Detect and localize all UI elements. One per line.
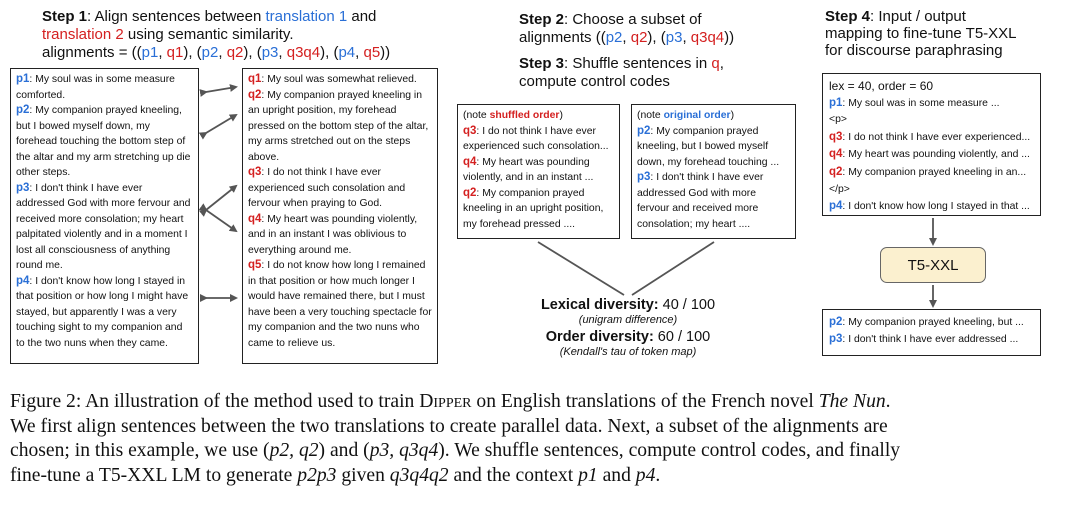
align-arrow-p2-q2 — [206, 115, 236, 133]
caption-l4b: given — [336, 464, 390, 486]
alignment-q5: q5 — [363, 44, 381, 61]
t5-xxl-model: T5-XXL — [880, 247, 986, 283]
translation1-label-p1: p1 — [16, 73, 30, 85]
original-note-b: original order — [663, 110, 731, 121]
input-text-q4: : My heart was pounding violently, and ... — [842, 149, 1030, 161]
input-text-q3: : I do not think I have ever experienced... — [842, 131, 1031, 143]
step4-text-a: : Input / output — [870, 8, 966, 25]
step1-label: Step 1 — [42, 8, 88, 25]
caption-line-4 — [10, 465, 660, 486]
translation1-text-p3: : I don't think I have ever addressed God with more fervour and received more consolation; my heart palpitated violently and in a moment I lost all consciousness of anything round me. — [16, 182, 191, 271]
caption-l3c: ). We shuffle sentences, compute control codes, and finally — [438, 440, 901, 461]
shuffled-text-q3: : I do not think I have ever experienced such consolation... — [463, 125, 609, 152]
translation2-label-q5: q5 — [248, 259, 262, 271]
shuffled-note-c: ) — [559, 110, 563, 121]
caption-l1b: on English translations of the French novel — [471, 391, 819, 412]
step2-sep1: , — [622, 29, 631, 46]
input-text-q2: : My companion prayed kneeling in an... — [842, 166, 1027, 178]
input-label-p1: p1 — [829, 96, 843, 109]
translation2-label-q1: q1 — [248, 73, 262, 85]
caption-l1c: . — [885, 391, 891, 412]
alignment-sep: , — [218, 44, 227, 61]
step2-sep2: , — [682, 29, 691, 46]
translation1-label-p3: p3 — [16, 181, 30, 194]
output-label-p2: p2 — [829, 316, 843, 328]
input-control-codes: lex = 40, order = 60 — [829, 79, 934, 93]
input-label-p4: p4 — [829, 200, 843, 213]
alignment-sep: , — [278, 44, 287, 61]
original-to-metrics-line — [632, 242, 714, 295]
step3-label: Step 3 — [519, 55, 565, 72]
caption-m-p3q3q4: p3, q3q4 — [369, 440, 439, 461]
order-note: (Kendall's tau of token map) — [559, 346, 697, 358]
step3-text-a: : Shuffle sentences in — [564, 55, 712, 72]
shuffled-note-b: shuffled order — [489, 110, 560, 121]
step4-text-b: mapping to fine-tune T5-XXL — [825, 25, 1017, 42]
translation2-label-q3: q3 — [248, 166, 262, 178]
alignment-after: ), ( — [320, 44, 339, 61]
input-label-q2: q2 — [829, 165, 843, 178]
alignment-q3q4: q3q4 — [286, 44, 321, 61]
alignment-after: ), ( — [183, 44, 202, 61]
shuffled-label-q3: q3 — [463, 124, 477, 137]
order-label: Order diversity: — [545, 329, 654, 345]
caption-l4c: and the context — [448, 464, 579, 486]
caption-line-3 — [10, 440, 900, 461]
figure-caption — [10, 390, 1072, 488]
translation2-text-q2: : My companion prayed kneeling in an upright position, my forehead pressed on the bottom step of the altar, my arms stretched out on the steps above. — [248, 89, 429, 163]
original-note-a: (note — [637, 110, 664, 121]
step3-q: q — [711, 55, 720, 72]
output-text-p3: : I don't think I have ever addressed ... — [842, 334, 1019, 345]
original-label-p3: p3 — [637, 171, 651, 183]
caption-line-1 — [10, 391, 891, 412]
shuffled-note-a: (note — [463, 110, 490, 121]
alignment-q1: q1 — [166, 44, 184, 61]
step1-text-b: and — [347, 8, 377, 25]
caption-nun: The Nun — [818, 391, 886, 412]
caption-l3a: chosen; in this example, we use ( — [10, 440, 270, 461]
caption-line-2: We first align sentences between the two translations to create parallel data. Next, a subset of the alignments are — [10, 415, 888, 437]
original-text-p2: : My companion prayed kneeling, but I bowed myself down, my forehead touching ... — [637, 125, 780, 168]
caption-l4d: and — [597, 464, 636, 486]
step2-end: )) — [724, 29, 735, 46]
translation2-label-q4: q4 — [248, 212, 262, 225]
translation2-text-q3: : I do not think I have ever experienced such consolation and fervour when praying to God. — [248, 167, 406, 209]
shuffled-to-metrics-line — [538, 242, 624, 295]
original-note-c: ) — [730, 110, 735, 121]
step1-text-c: using semantic similarity. — [123, 26, 294, 43]
caption-l4e: . — [655, 464, 661, 486]
input-tag-5: </p> — [829, 183, 850, 195]
caption-l4a: fine-tune a T5-XXL LM to generate — [10, 464, 298, 486]
alignments-prefix: alignments = (( — [42, 44, 142, 61]
lexical-note: (unigram difference) — [578, 314, 678, 326]
step3-text-b: , — [719, 55, 724, 72]
step2-p2: p2 — [605, 29, 623, 46]
step2-label: Step 2 — [519, 11, 565, 28]
translation1-label: translation 1 — [265, 8, 348, 25]
lexical-value: 40 / 100 — [658, 297, 716, 313]
input-text-p4: : I don't know how long I stayed in that ... — [842, 201, 1030, 213]
translation1-text-p2: : My companion prayed kneeling, but I bowed myself down, my forehead touching the bottom step of the altar and my arm stretching up die other steps. — [16, 105, 191, 178]
shuffled-label-q4: q4 — [463, 155, 477, 168]
translation2-text-q4: : My heart was pounding violently, and in an instant I was oblivious to everything around me. — [248, 213, 418, 256]
alignment-p3: p3 — [261, 44, 279, 61]
translation2-text-q5: : I do not know how long I remained in that position or how much longer I would have remained there, but I must have been a very touching spectacle for my companion and the two nuns who came to relieve us. — [248, 260, 432, 349]
lexical-label: Lexical diversity: — [540, 297, 659, 313]
alignment-q2: q2 — [226, 44, 244, 61]
caption-m-p4: p4 — [635, 464, 656, 486]
caption-m-q3q4q2: q3q4q2 — [389, 464, 449, 486]
step2-text-b: alignments (( — [519, 29, 606, 46]
step2-p3: p3 — [665, 29, 683, 46]
alignment-after: ), ( — [243, 44, 262, 61]
shuffled-text-q2: : My companion prayed kneeling in an upright position, my forehead pressed .... — [463, 187, 604, 230]
caption-l3b: ) and ( — [318, 440, 370, 461]
step4-text-c: for discourse paraphrasing — [825, 42, 1003, 59]
alignment-sep: , — [158, 44, 167, 61]
alignment-after: )) — [380, 44, 391, 61]
step2-q3q4: q3q4 — [690, 29, 725, 46]
translation2-label-q2: q2 — [248, 88, 262, 101]
step4-label: Step 4 — [825, 8, 871, 25]
caption-m-p2p3: p2p3 — [297, 464, 337, 486]
align-arrow-p1-q1 — [206, 87, 236, 92]
input-tag-1: <p> — [829, 114, 847, 126]
alignment-p2: p2 — [201, 44, 219, 61]
original-label-p2: p2 — [637, 124, 651, 137]
step2-text-a: : Choose a subset of — [564, 11, 702, 28]
order-value: 60 / 100 — [653, 329, 711, 345]
output-label-p3: p3 — [829, 333, 843, 345]
translation1-text-p4: : I don't know how long I stayed in that position or how long I might have stayed, but apparently I was a very touching sight to my companion and to the two nuns when they came. — [16, 275, 189, 349]
shuffled-label-q2: q2 — [463, 186, 477, 199]
align-arrow-p3-q3 — [206, 186, 236, 210]
caption-m-p2q2: p2, q2 — [269, 440, 319, 461]
alignment-p1: p1 — [141, 44, 159, 61]
shuffled-text-q4: : My heart was pounding violently, and in an instant ... — [463, 156, 594, 183]
translation1-label-p2: p2 — [16, 104, 30, 116]
step2-q2: q2 — [630, 29, 648, 46]
step3-text-c: compute control codes — [519, 73, 670, 90]
translation2-label: translation 2 — [42, 26, 124, 43]
caption-m-p1: p1 — [578, 464, 598, 486]
caption-dipper: Dipper — [419, 391, 472, 412]
alignment-sep: , — [355, 44, 364, 61]
step1-text-a: : Align sentences between — [87, 8, 266, 25]
translation1-label-p4: p4 — [16, 274, 30, 287]
input-text-p1: : My soul was in some measure ... — [842, 97, 1000, 109]
translation1-text-p1: : My soul was in some measure comforted. — [16, 74, 175, 101]
original-text-p3: : I don't think I have ever addressed God with more fervour and received more consolation; my heart .... — [637, 172, 764, 230]
input-label-q4: q4 — [829, 148, 843, 161]
step2-mid: ), ( — [647, 29, 666, 46]
translation2-text-q1: : My soul was somewhat relieved. — [261, 74, 417, 85]
caption-l1a: Figure 2: An illustration of the method used to train — [10, 391, 420, 412]
align-arrow-p3-q4 — [206, 210, 236, 231]
alignment-p4: p4 — [338, 44, 356, 61]
input-label-q3: q3 — [829, 130, 843, 143]
output-text-p2: : My companion prayed kneeling, but ... — [842, 317, 1024, 328]
